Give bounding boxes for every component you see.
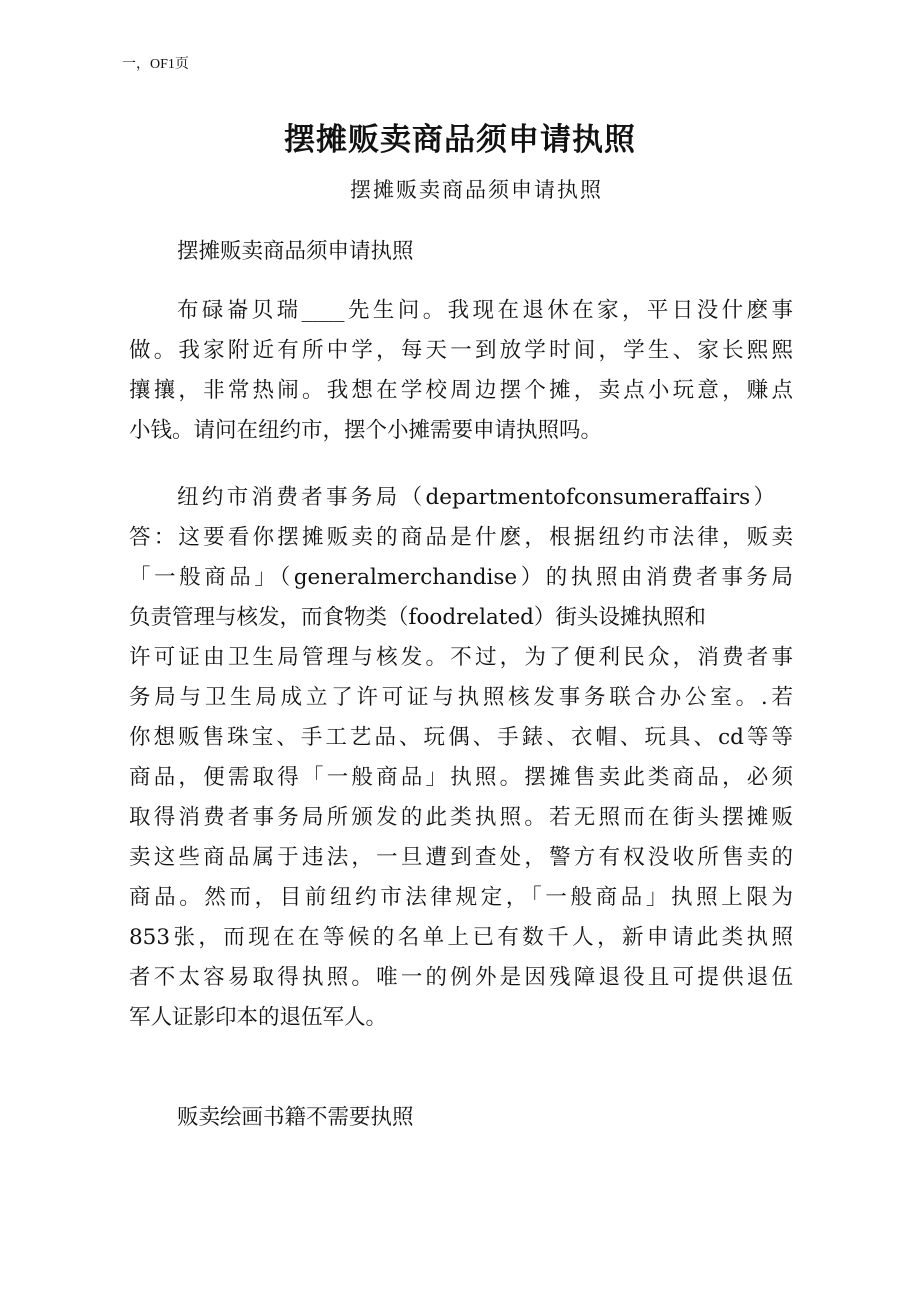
paragraph-section-heading [129,1098,793,1138]
paragraph-heading [129,232,793,272]
text-line: 小钱。请问在纽约市，摆个小摊需要申请执照吗。 [129,418,603,443]
text-line: 贩卖绘画书籍不需要执照 [177,1105,414,1130]
text-line: 者不太容易取得执照。唯一的例外是因残障退役且可提供退伍 [129,965,793,990]
text-line: 务局与卫生局成立了许可证与执照核发事务联合办公室。.若 [129,685,793,710]
page-number-label: 一，OF1页 [122,57,189,72]
text-line: 做。我家附近有所中学，每天一到放学时间，学生、家长熙熙 [129,338,793,363]
document-title: 摆摊贩卖商品须申请执照 [284,122,636,158]
paragraph-answer [129,478,793,1038]
text-line-content: 纽约市消费者事务局（departmentofconsumeraffairs） [177,485,775,510]
text-line: 「一般商品」（generalmerchandise）的执照由消费者事务局 [129,565,793,590]
text-line: 取得消费者事务局所颁发的此类执照。若无照而在街头摆摊贩 [129,805,793,830]
text-line: 摆摊贩卖商品须申请执照 [177,239,414,264]
text-line [129,478,775,518]
paragraph-question [129,291,793,451]
text-line: 布碌崙贝瑞____先生问。我现在退休在家，平日没什麽事 [177,298,793,323]
text-line: 攘攘，非常热闹。我想在学校周边摆个摊，卖点小玩意，赚点 [129,378,793,403]
text-line: 商品。然而，目前纽约市法律规定，「一般商品」执照上限为 [129,885,793,910]
document-subtitle: 摆摊贩卖商品须申请执照 [350,178,603,202]
text-line: 答：这要看你摆摊贩卖的商品是什麽，根据纽约市法律，贩卖 [129,525,793,550]
text-line: 商品，便需取得「一般商品」执照。摆摊售卖此类商品，必须 [129,765,793,790]
text-line: 许可证由卫生局管理与核发。不过，为了便利民众，消费者事 [129,645,793,670]
text-line: 负责管理与核发，而食物类（foodrelated）街头设摊执照和 [129,605,706,630]
text-line: 你想贩售珠宝、手工艺品、玩偶、手錶、衣帽、玩具、cd等等 [129,725,793,750]
text-line: 军人证影印本的退伍军人。 [129,1005,388,1030]
text-line: 853张，而现在在等候的名单上已有数千人，新申请此类执照 [129,925,793,950]
text-line: 卖这些商品属于违法，一旦遭到查处，警方有权没收所售卖的 [129,845,793,870]
